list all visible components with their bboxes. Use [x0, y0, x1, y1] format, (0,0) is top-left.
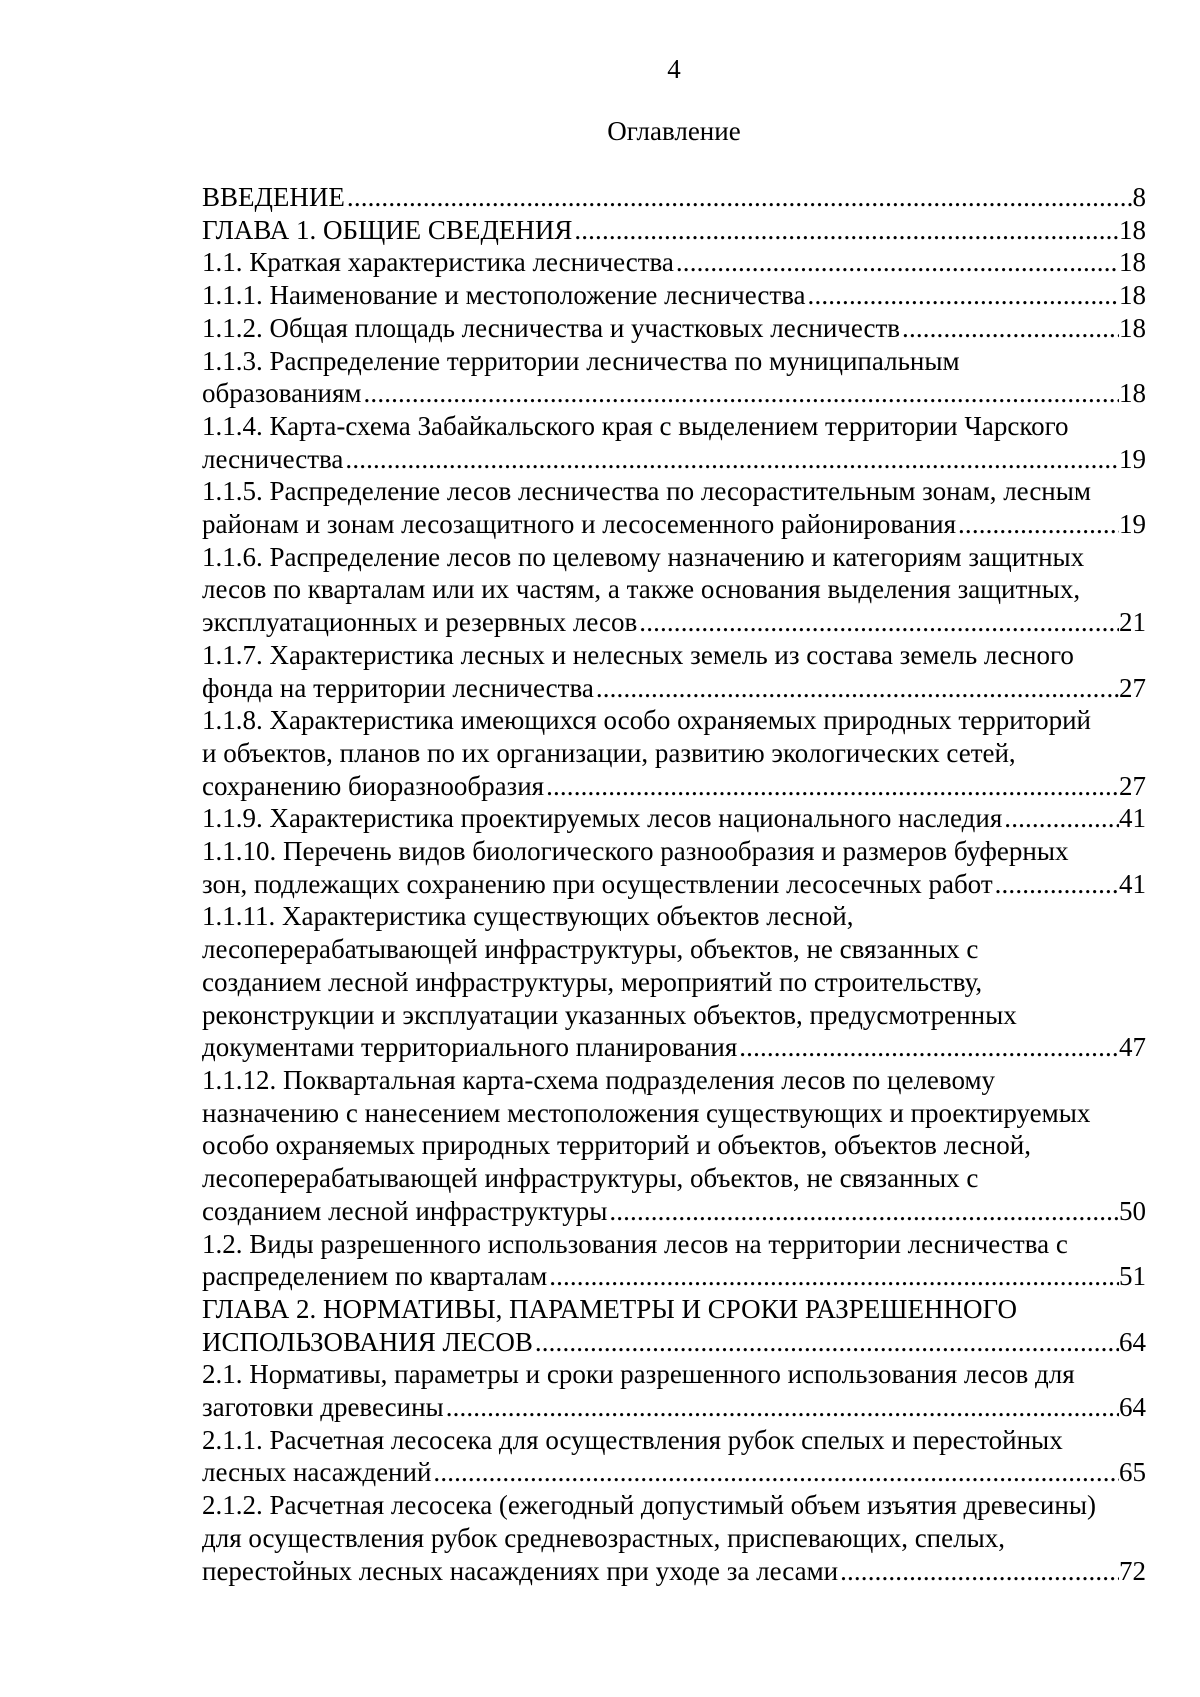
toc-entry-last-line	[202, 443, 1146, 476]
toc-dot-leader	[362, 377, 1119, 410]
toc-entry-line: 2.1.2. Расчетная лесосека (ежегодный допустимый объем изъятия древесины)	[202, 1490, 1096, 1521]
toc-dot-leader	[993, 868, 1119, 901]
toc-entry-page: 18	[1119, 247, 1146, 278]
toc-entry-page: 41	[1119, 803, 1146, 834]
toc-entry-last-line	[202, 214, 1146, 247]
toc-dot-leader	[607, 1195, 1119, 1228]
toc-entry-page: 27	[1119, 672, 1146, 703]
toc-entry	[202, 214, 1146, 247]
toc-entry-last-line	[202, 1326, 1146, 1359]
toc-entry-page: 64	[1119, 1392, 1146, 1423]
toc-dot-leader	[572, 214, 1119, 247]
toc-entry-last-line	[202, 802, 1146, 835]
toc-entry-line: лесоперерабатывающей инфраструктуры, объектов, не связанных с	[202, 934, 979, 965]
toc-entry-page: 41	[1119, 868, 1146, 899]
toc-entry-line: 1.1.8. Характеристика имеющихся особо охраняемых природных территорий	[202, 705, 1091, 736]
toc-dot-leader	[737, 1031, 1119, 1064]
toc-entry-title: заготовки древесины	[202, 1392, 444, 1423]
toc-entry-line: 1.1.12. Поквартальная карта-схема подразделения лесов по целевому	[202, 1064, 996, 1095]
toc-entry	[202, 1424, 1146, 1489]
toc-entry-line: особо охраняемых природных территорий и объектов, объектов лесной,	[202, 1130, 1031, 1161]
toc-entry-last-line	[202, 1260, 1146, 1293]
toc-entry-line: для осуществления рубок средневозрастных, приспевающих, спелых,	[202, 1522, 1005, 1553]
table-of-contents	[202, 181, 1146, 1587]
toc-entry-page: 8	[1132, 182, 1146, 212]
toc-entry-title: распределением по кварталам	[202, 1261, 548, 1292]
toc-entry-page: 18	[1119, 280, 1146, 311]
toc-entry-page: 19	[1119, 509, 1146, 540]
toc-entry-last-line	[202, 312, 1146, 345]
toc-dot-leader	[345, 181, 1133, 214]
toc-entry-line: 1.1.10. Перечень видов биологического разнообразия и размеров буферных	[202, 836, 1069, 867]
toc-entry-last-line	[202, 1195, 1146, 1228]
toc-entry-line: 2.1.1. Расчетная лесосека для осуществления рубок спелых и перестойных	[202, 1424, 1063, 1455]
toc-dot-leader	[547, 1260, 1119, 1293]
toc-entry-page: 19	[1119, 443, 1146, 474]
toc-entry-last-line	[202, 672, 1146, 705]
toc-entry-title: фонда на территории лесничества	[202, 672, 594, 703]
toc-entry	[202, 1358, 1146, 1423]
toc-entry	[202, 835, 1146, 900]
toc-dot-leader	[444, 1391, 1119, 1424]
toc-entry-page: 72	[1119, 1555, 1146, 1586]
toc-entry-line: и объектов, планов по их организации, развитию экологических сетей,	[202, 737, 1016, 768]
toc-entry	[202, 639, 1146, 704]
toc-entry-page: 65	[1119, 1457, 1146, 1488]
toc-entry-line: 1.1.11. Характеристика существующих объектов лесной,	[202, 901, 854, 932]
toc-entry	[202, 1064, 1146, 1228]
toc-entry-page: 50	[1119, 1195, 1146, 1226]
toc-entry	[202, 1228, 1146, 1293]
toc-entry-last-line	[202, 508, 1146, 541]
toc-entry	[202, 1489, 1146, 1587]
toc-entry-title: 1.1. Краткая характеристика лесничества	[202, 247, 674, 278]
toc-entry-title: 1.1.2. Общая площадь лесничества и участковых лесничеств	[202, 312, 901, 343]
toc-entry-last-line	[202, 181, 1146, 214]
toc-entry-line: 1.1.3. Распределение территории лесничества по муниципальным	[202, 345, 960, 376]
toc-entry-title: документами территориального планирования	[202, 1032, 738, 1063]
toc-entry-page: 47	[1119, 1032, 1146, 1063]
toc-entry-line: ГЛАВА 2. НОРМАТИВЫ, ПАРАМЕТРЫ И СРОКИ РАЗРЕШЕННОГО	[202, 1293, 1017, 1324]
toc-entry-line: реконструкции и эксплуатации указанных объектов, предусмотренных	[202, 999, 1017, 1030]
toc-entry	[202, 802, 1146, 835]
toc-entry-title: ВВЕДЕНИЕ	[202, 182, 345, 212]
toc-dot-leader	[594, 672, 1119, 705]
toc-entry-line: 1.1.6. Распределение лесов по целевому назначению и категориям защитных	[202, 541, 1085, 572]
toc-entry-page: 18	[1119, 312, 1146, 343]
toc-entry	[202, 704, 1146, 802]
toc-entry-title: зон, подлежащих сохранению при осуществлении лесосечных работ	[202, 868, 993, 899]
toc-dot-leader	[1002, 802, 1119, 835]
toc-entry	[202, 541, 1146, 639]
toc-entry-page: 18	[1119, 378, 1146, 409]
toc-entry-line: созданием лесной инфраструктуры, мероприятий по строительству,	[202, 966, 983, 997]
toc-dot-leader	[674, 246, 1119, 279]
toc-entry-title: эксплуатационных и резервных лесов	[202, 607, 638, 638]
toc-entry-title: образованиям	[202, 378, 362, 409]
toc-entry-line: 1.1.5. Распределение лесов лесничества по лесорастительным зонам, лесным	[202, 476, 1091, 507]
toc-dot-leader	[343, 443, 1119, 476]
toc-entry	[202, 181, 1146, 214]
toc-entry-last-line	[202, 279, 1146, 312]
toc-entry	[202, 279, 1146, 312]
toc-entry	[202, 410, 1146, 475]
toc-entry-page: 64	[1119, 1326, 1146, 1357]
toc-entry-line: 1.1.7. Характеристика лесных и нелесных земель из состава земель лесного	[202, 639, 1074, 670]
toc-entry-last-line	[202, 606, 1146, 639]
toc-entry	[202, 900, 1146, 1064]
toc-entry	[202, 475, 1146, 540]
toc-entry	[202, 312, 1146, 345]
toc-entry-title: 1.1.1. Наименование и местоположение лесничества	[202, 280, 806, 311]
toc-entry-last-line	[202, 377, 1146, 410]
toc-entry-page: 51	[1119, 1261, 1146, 1292]
toc-entry-title: созданием лесной инфраструктуры	[202, 1195, 608, 1226]
toc-dot-leader	[533, 1326, 1119, 1359]
toc-entry-page: 27	[1119, 770, 1146, 801]
toc-dot-leader	[637, 606, 1119, 639]
toc-entry-last-line	[202, 1555, 1146, 1588]
toc-entry-title: сохранению биоразнообразия	[202, 770, 545, 801]
toc-entry-page: 18	[1119, 214, 1146, 245]
toc-entry-last-line	[202, 1031, 1146, 1064]
toc-entry	[202, 246, 1146, 279]
toc-entry-line: 1.2. Виды разрешенного использования лесов на территории лесничества с	[202, 1228, 1068, 1259]
toc-entry-title: лесничества	[202, 443, 344, 474]
toc-entry	[202, 345, 1146, 410]
toc-entry-line: лесов по кварталам или их частям, а также основания выделения защитных,	[202, 574, 1081, 605]
toc-entry-title: ГЛАВА 1. ОБЩИЕ СВЕДЕНИЯ	[202, 214, 573, 245]
toc-entry	[202, 1293, 1146, 1358]
toc-entry-last-line	[202, 1391, 1146, 1424]
toc-entry-page: 21	[1119, 607, 1146, 638]
page-number: 4	[667, 54, 681, 84]
toc-dot-leader	[956, 508, 1119, 541]
toc-entry-last-line	[202, 770, 1146, 803]
toc-entry-last-line	[202, 1456, 1146, 1489]
toc-entry-last-line	[202, 868, 1146, 901]
page-title: Оглавление	[607, 116, 741, 146]
toc-dot-leader	[544, 770, 1119, 803]
toc-entry-title: ИСПОЛЬЗОВАНИЯ ЛЕСОВ	[202, 1326, 533, 1357]
toc-entry-title: лесных насаждений	[202, 1457, 432, 1488]
toc-dot-leader	[838, 1555, 1119, 1588]
toc-dot-leader	[431, 1456, 1119, 1489]
toc-entry-title: 1.1.9. Характеристика проектируемых лесов национального наследия	[202, 803, 1003, 834]
toc-entry-line: 2.1. Нормативы, параметры и сроки разрешенного использования лесов для	[202, 1359, 1075, 1390]
toc-entry-last-line	[202, 246, 1146, 279]
toc-entry-title: районам и зонам лесозащитного и лесосеменного районирования	[202, 509, 957, 540]
toc-dot-leader	[806, 279, 1119, 312]
toc-dot-leader	[900, 312, 1119, 345]
toc-entry-line: 1.1.4. Карта-схема Забайкальского края с выделением территории Чарского	[202, 410, 1069, 441]
toc-entry-title: перестойных лесных насаждениях при уходе за лесами	[202, 1555, 839, 1586]
toc-entry-line: лесоперерабатывающей инфраструктуры, объектов, не связанных с	[202, 1163, 979, 1194]
toc-entry-line: назначению с нанесением местоположения существующих и проектируемых	[202, 1097, 1091, 1128]
